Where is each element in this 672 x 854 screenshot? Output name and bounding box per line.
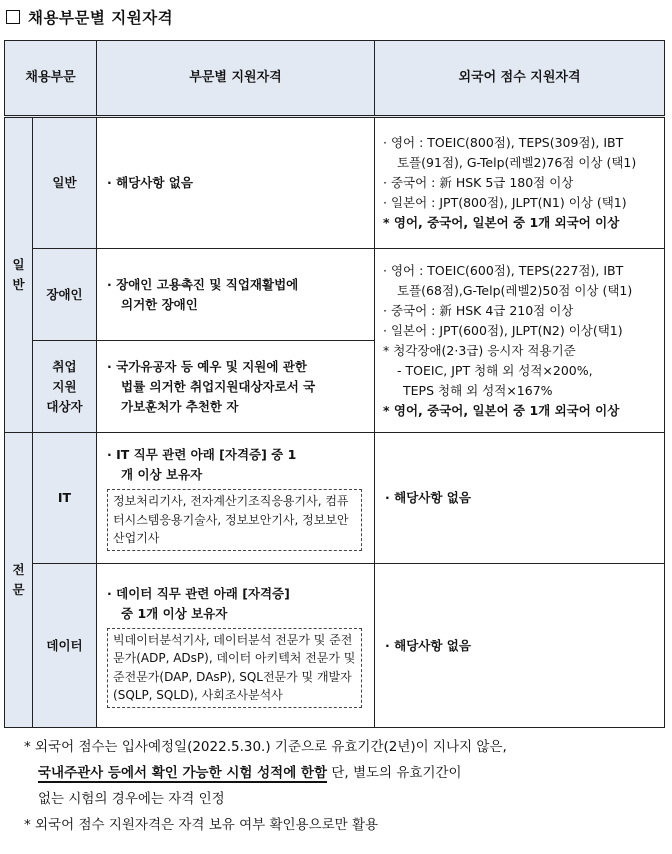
row-name-data: 데이터: [33, 564, 97, 728]
group-general: 일 반: [5, 117, 33, 433]
qualification-table: [4, 40, 665, 728]
lang-data: · 해당사항 없음: [375, 564, 665, 728]
lang-line: · 영어 : TOEIC(600점), TEPS(227점), IBT: [383, 262, 624, 278]
row-name-disabled: 장애인: [33, 249, 97, 341]
lang-general: [375, 117, 665, 249]
table-row: [5, 433, 665, 564]
lang-line: · 영어 : TOEIC(800점), TEPS(309점), IBT: [383, 135, 624, 150]
header-language-qualification: 외국어 점수 지원자격: [375, 41, 665, 117]
lang-line: · 중국어 : 新 HSK 4급 210점 이상: [383, 302, 574, 318]
lang-line: TEPS 청해 외 성적×167%: [403, 382, 553, 398]
footnote-underlined: 국내주관사 등에서 확인 가능한 시험 성적에 한함: [38, 765, 328, 781]
table-row: [5, 564, 665, 728]
qual-support: [97, 341, 375, 433]
footnote-1-line-3: 없는 시험의 경우에는 자격 인정: [38, 791, 225, 807]
qual-general: · 해당사항 없음: [97, 117, 375, 249]
qual-data: [97, 564, 375, 728]
footnotes: [24, 734, 664, 838]
cert-list-box: 정보처리기사, 전자계산기조직응용기사, 컴퓨터시스템응용기술사, 정보보안기사, 정보보안산업기사: [107, 489, 362, 551]
qual-line: · 데이터 직무 관련 아래 [자격증]: [107, 585, 290, 601]
row-name-support: 취업 지원 대상자: [33, 341, 97, 433]
qual-line: 법률 의거한 취업지원대상자로서 국: [121, 378, 316, 394]
qual-line: 의거한 장애인: [121, 296, 198, 312]
footnote-1-line-2: [24, 760, 664, 786]
footnote-2: * 외국어 점수 지원자격은 자격 보유 여부 확인용으로만 활용: [24, 817, 379, 833]
qual-it: [97, 433, 375, 564]
row-name-it: IT: [33, 433, 97, 564]
qual-line: 개 이상 보유자: [121, 467, 203, 483]
lang-it: · 해당사항 없음: [375, 433, 665, 564]
qual-line: 가보훈처가 추천한 자: [121, 398, 239, 414]
table-header-row: [5, 41, 665, 117]
qual-line: 중 1개 이상 보유자: [121, 605, 228, 621]
lang-line: · 일본어 : JPT(600점), JLPT(N2) 이상(택1): [383, 322, 623, 338]
row-name-general: 일반: [33, 117, 97, 249]
lang-disabled-support: [375, 249, 665, 433]
table-row: [5, 117, 665, 249]
lang-note: * 영어, 중국어, 일본어 중 1개 외국어 이상: [383, 215, 620, 230]
qual-line: · 국가유공자 등 예우 및 지원에 관한: [107, 358, 307, 374]
header-division: 채용부문: [5, 41, 97, 117]
header-division-qualification: 부문별 지원자격: [97, 41, 375, 117]
footnote-1-line-1: * 외국어 점수는 입사예정일(2022.5.30.) 기준으로 유효기간(2년)이 지나지 않은,: [24, 739, 507, 755]
cert-list-box: 빅데이터분석기사, 데이터분석 전문가 및 준전문가(ADP, ADsP), 데이터 아키텍처 전문가 및 준전문가(DAP, DAsP), SQL전문가 및 개발자(SQLP, SQLD), 사회조사분석사: [107, 628, 362, 708]
lang-line: · 중국어 : 新 HSK 5급 180점 이상: [383, 175, 574, 190]
section-title-text: 채용부문별 지원자격: [28, 9, 174, 27]
qual-disabled: [97, 249, 375, 341]
footnote-1-tail: 단, 별도의 유효기간이: [327, 765, 462, 781]
section-title: [6, 6, 173, 28]
qual-line: · IT 직무 관련 아래 [자격증] 중 1: [107, 447, 297, 463]
lang-line: 토플(68점),G-Telp(레벨2)50점 이상 (택1): [397, 282, 633, 298]
lang-line: * 청각장애(2·3급) 응시자 적용기준: [383, 342, 576, 358]
checkbox-square-icon: [6, 10, 20, 24]
lang-line: · 일본어 : JPT(800점), JLPT(N1) 이상 (택1): [383, 195, 627, 210]
lang-note: * 영어, 중국어, 일본어 중 1개 외국어 이상: [383, 402, 620, 418]
qual-line: · 장애인 고용촉진 및 직업재활법에: [107, 276, 299, 292]
lang-line: - TOEIC, JPT 청해 외 성적×200%,: [397, 362, 593, 378]
lang-line: 토플(91점), G-Telp(레벨2)76점 이상 (택1): [397, 155, 637, 170]
group-expert: 전 문: [5, 433, 33, 728]
table-row: [5, 249, 665, 341]
